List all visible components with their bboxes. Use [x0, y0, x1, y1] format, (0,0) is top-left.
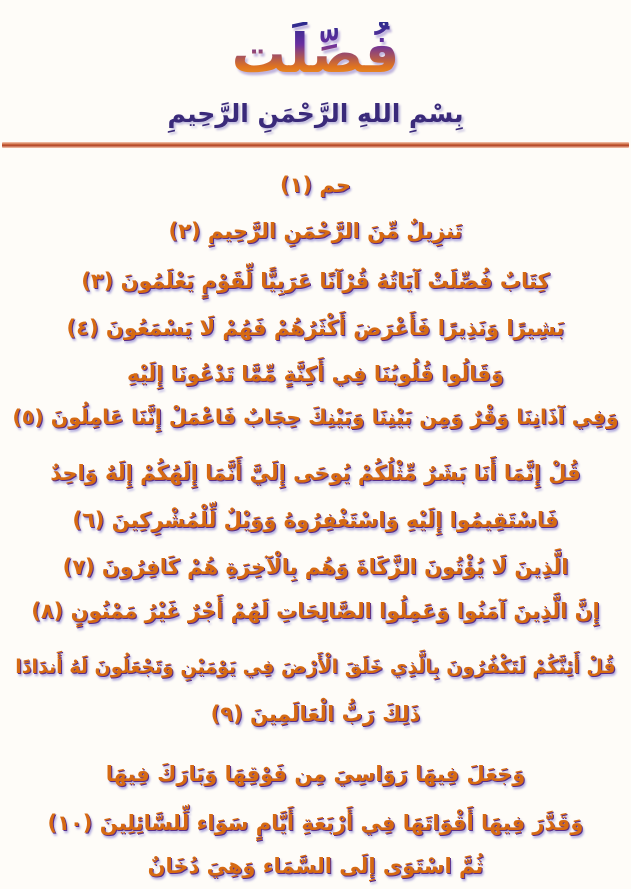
- verse-line: وَقَالُوا قُلُوبُنَا فِي أَكِنَّةٍ مِّمَّا تَدْعُونَا إِلَيْهِ: [126, 362, 504, 386]
- verse-line: وَفِي آذَانِنَا وَقْرٌ وَمِن بَيْنِنَا وَبَيْنِكَ حِجَابٌ فَاعْمَلْ إِنَّنَا عَامِلُونَ (٥): [12, 405, 619, 429]
- verse-line: قُلْ إِنَّمَا أَنَا بَشَرٌ مِّثْلُكُمْ يُوحَى إِلَيَّ أَنَّمَا إِلَهُكُمْ إِلَهٌ وَاحِدٌ: [50, 461, 581, 485]
- verse-line: إِنَّ الَّذِينَ آمَنُوا وَعَمِلُوا الصَّالِحَاتِ لَهُمْ أَجْرٌ غَيْرُ مَمْنُونٍ (٨): [31, 599, 600, 623]
- verse-line: قُلْ أَئِنَّكُمْ لَتَكْفُرُونَ بِالَّذِي خَلَقَ الْأَرْضَ فِي يَوْمَيْنِ وَتَجْعَلُونَ لَهُ أَندَادًا: [15, 656, 616, 678]
- title-divider: [2, 142, 629, 148]
- verse-line: حم (١): [280, 173, 351, 197]
- surah-title: فُصِّلَت: [0, 22, 631, 86]
- verse-line: وَجَعَلَ فِيهَا رَوَاسِيَ مِن فَوْقِهَا وَبَارَكَ فِيهَا: [105, 762, 526, 786]
- basmala: بِسْمِ اللهِ الرَّحْمَنِ الرَّحِيمِ: [167, 99, 464, 128]
- verse-line: كِتَابٌ فُصِّلَتْ آيَاتُهُ قُرْآنًا عَرَبِيًّا لِّقَوْمٍ يَعْلَمُونَ (٣): [81, 269, 550, 293]
- verse-line: وَقَدَّرَ فِيهَا أَقْوَاتَهَا فِي أَرْبَعَةِ أَيَّامٍ سَوَاء لِّلسَّائِلِينَ (١٠): [47, 811, 584, 835]
- verse-line: بَشِيرًا وَنَذِيرًا فَأَعْرَضَ أَكْثَرُهُمْ فَهُمْ لَا يَسْمَعُونَ (٤): [66, 316, 565, 340]
- verse-line: الَّذِينَ لَا يُؤْتُونَ الزَّكَاةَ وَهُم بِالْآخِرَةِ هُمْ كَافِرُونَ (٧): [62, 555, 569, 579]
- verse-line: ثُمَّ اسْتَوَى إِلَى السَّمَاء وَهِيَ دُخَانٌ: [147, 854, 484, 878]
- verse-line: ذَلِكَ رَبُّ الْعَالَمِينَ (٩): [210, 702, 421, 726]
- verse-line: فَاسْتَقِيمُوا إِلَيْهِ وَاسْتَغْفِرُوهُ وَوَيْلٌ لِّلْمُشْرِكِينَ (٦): [72, 508, 559, 532]
- verse-line: تَنزِيلٌ مِّنَ الرَّحْمَنِ الرَّحِيمِ (٢): [168, 219, 463, 243]
